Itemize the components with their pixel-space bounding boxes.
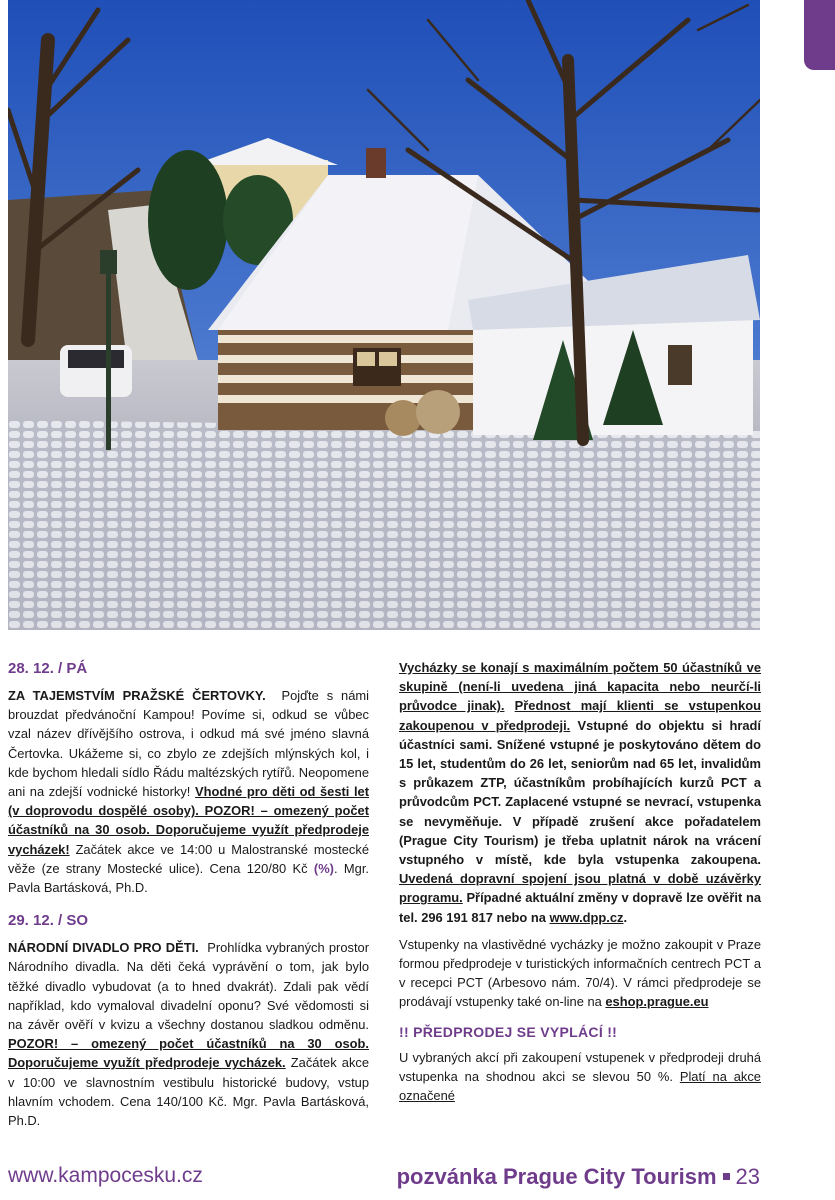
event-details: Začátek akce v 10:00 ve slavnostním vestibulu historické budovy, vstup hlavním vchodem. Cena 140/100 Kč. Mgr. Pavla Bartásková, Ph.D. [8,1055,370,1129]
presale-heading: !! PŘEDPRODEJ SE VYPLÁCÍ !! [399,1023,618,1040]
presale-text: U vybraných akcí při zakoupení vstupenek v předprodeji druhá vstupenka na shodnou akci se slevou 50 %. [399,1049,761,1085]
section-tab-marker [804,0,835,70]
transport-changes: Případné aktuální změny v dopravě lze ověřit na tel. 296 191 817 nebo na [399,890,761,925]
tickets-info [399,935,761,1012]
transport-notice: Uvedená dopravní spojení jsou platná v době uzávěrky programu. [399,871,761,906]
event-date: 29. 12. / SO [8,912,89,930]
event-notice: Vhodné pro děti od šesti let (v doprovodu dospělé osoby). POZOR! – omezený počet účastníků na 30 osob. Doporučujeme využít předprodeje vycházek! [8,784,369,857]
event-notice: POZOR! – omezený počet účastníků na 30 osob. Doporučujeme využít předprodeje vycházek. [8,1036,369,1071]
page-footer [8,1164,760,1198]
event-description [8,938,369,1130]
footer-brand-text: pozvánka Prague City Tourism [396,1164,717,1189]
event-description [8,686,369,897]
footer-brand [397,1164,760,1190]
discount-mark: (%) [313,860,334,876]
event-title: ZA TAJEMSTVÍM PRAŽSKÉ ČERTOVKY. [8,688,266,703]
tickets-text: Vstupenky na vlastivědné vycházky je možno zakoupit v Praze formou předprodeje v turistických informačních centrech PCT a v recepci PCT (Arbesovo nám. 70/4). V rámci předprodeje se prodávají vstupenky také on-line na [399,936,761,1010]
general-info: Vycházky se konají s maximálním počtem 50 účastníků ve skupině (není-li uvedena jiná kapacita nebo neurčí-li průvodce jinak). Přednost mají klienti se vstupenkou zakoupenou v předprodeji. Vstupné do objektu si hradí účastníci sami. Snížené vstupné je poskytováno dětem do 15 let, studentům do 26 let, seniorům nad 65 let, invalidům s průkazem ZTP, účastníkům probíhajících kurzů PCT a průvodcům PCT. Zaplacené vstupné se nevrací, vstupenka se nevyměňuje. V případě zrušení akce pořadatelem (Prague City Tourism) je třeba uplatnit nárok na vrácení vstupného v místě, kde byla vstupenka zakoupena. Uvedená dopravní spojení jsou platná v době uzávěrky programu. Případné aktuální změny v dopravě lze ověřit na tel. 296 191 817 nebo na www.dpp.cz. [399,660,761,925]
event-title: NÁRODNÍ DIVADLO PRO DĚTI. [8,940,199,956]
event-text: Prohlídka vybraných prostor Národního divadla. Na děti čeká vyprávění o tom, jak bylo těžké divadlo vybudovat (a to hned dvakrát). Zdali pak vědí například, kdo vymaloval divadelní oponu? Své vědomosti si na závěr ověří v kvizu a všechny dostanou sladkou odměnu. [8,940,369,1033]
eshop-link[interactable]: eshop.prague.eu [605,994,709,1010]
admission-info: Vstupné do objektu si hradí účastníci sami. Snížené vstupné je poskytováno dětem do 15 let, studentům do 26 let, seniorům nad 65 let, invalidům s průkazem ZTP, účastníkům probíhajících kurzů PCT a průvodcům PCT. Zaplacené vstupné se nevrací, vstupenka se nevyměňuje. V případě zrušení akce pořadatelem (Prague City Tourism) je třeba uplatnit nárok na vrácení vstupného v místě, kde byla vstupenka zakoupena. [399,717,761,868]
dpp-link[interactable]: www.dpp.cz [549,909,624,925]
right-column [399,658,761,1105]
footer-website-link[interactable]: www.kampocesku.cz [8,1164,203,1187]
event-details: Začátek akce ve 14:00 u Malostranské mostecké věže (ze strany Mostecké ulice). Cena 120/80 Kč [8,841,369,876]
header-photo [8,0,760,630]
priority-notice: Přednost mají klienti se vstupenkou zakoupenou v předprodeji. [399,698,761,733]
left-column [8,658,369,1130]
presale-info [399,1048,761,1106]
page-number: 23 [735,1164,760,1189]
event-guide: . Mgr. Pavla Bartásková, Ph.D. [8,860,369,896]
event-text: Pojďte s námi brouzdat předvánoční Kampou! Povíme si, odkud se vůbec vzal název dřívějšího ostrova, i odkud má své jméno slavná Čertovka. Ukážeme si, co zbylo ze zdejších mlýnských kol, i kde bychom hledali sídlo Řádu maltézských rytířů. Neopomene ani na zdejší vodnické historky! [8,688,369,800]
presale-note: Platí na akce označené [399,1069,761,1104]
capacity-notice: Vycházky se konají s maximálním počtem 50 účastníků ve skupině (není-li uvedena jiná kapacita nebo neurčí-li průvodce jinak). [399,660,761,714]
event-date: 28. 12. / PÁ [8,660,88,677]
photo-snowy-mill-house-icon [8,0,760,630]
square-bullet-icon [723,1173,730,1180]
